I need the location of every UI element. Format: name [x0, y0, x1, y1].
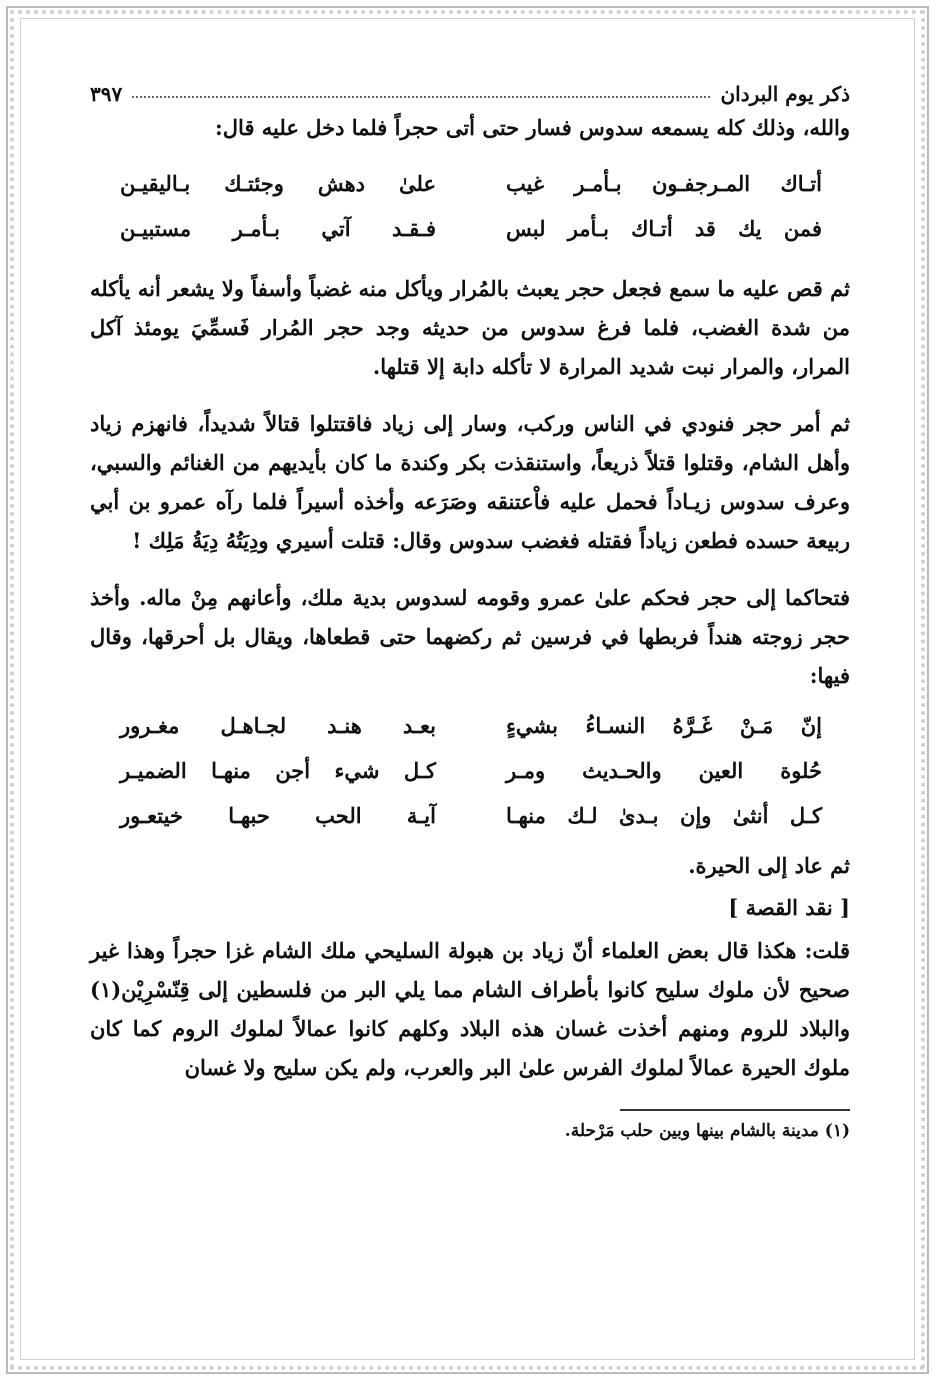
- paragraph-3: فتحاكما إلى حجر فحكم علىٰ عمرو وقومه لسدوس بدية ملك، وأعانهم مِنْ ماله. وأخذ حجر زوجته هنداً فربطها في فرسين ثم ركضهما حتى قطعاها، ويقال بل أحرقها، وقال فيها:: [90, 585, 850, 688]
- poem-2-line-3-first-hemistich: كـل أنثىٰ وإن بـدىٰ لـك منهـا: [506, 803, 822, 828]
- poem-2-line-1-second-hemistich: بعـد هنـد لجـاهـل مغـرور: [120, 713, 436, 738]
- poem-2-line-2-first-hemistich: حُلوة العين والحـديث ومـر: [506, 758, 822, 783]
- poem-2: [90, 703, 850, 838]
- running-header: [90, 70, 850, 106]
- header-leader-dots: [132, 96, 710, 98]
- paragraph-4: قلت: هكذا قال بعض العلماء أنّ زياد بن هبولة السليحي ملك الشام غزا حجراً وهذا غير صحيح لأن ملوك سليح كانوا بأطراف الشام مما يلي البر من فلسطين إلى قِنّسْرِيْن(١) والبلاد للروم ومنهم أخذت غسان هذه البلاد وكلهم كانوا عمالاً لملوك الروم كما كان ملوك الحيرة عمالاً لملوك الفرس علىٰ البر والعرب، ولم يكن سليح ولا غسان: [90, 938, 850, 1080]
- poem-1-line-1-second-hemistich: علىٰ دهش وجئتـك بـاليقيـن: [120, 171, 436, 196]
- poem-1-line-1-first-hemistich: أتـاك المـرجفـون بـأمـر غيب: [506, 171, 822, 196]
- poem-2-line-2-second-hemistich: كـل شيء أجن منهـا الضميـر: [120, 758, 436, 783]
- poem-2-line-3-second-hemistich: آيـة الحب حبهـا خيتعـور: [120, 803, 436, 828]
- book-page: [90, 70, 850, 1145]
- footnote: (١) مدينة بالشام بينها وبين حلب مَرْحلة.: [564, 1121, 850, 1141]
- closing-line: ثم عاد إلى الحيرة.: [688, 853, 850, 878]
- section-title: [ نقد القصة ]: [728, 895, 850, 920]
- paragraph-2: ثم أمر حجر فنودي في الناس وركب، وسار إلى زياد فاقتتلوا قتالاً شديداً، فانهزم زياد وأهل الشام، وقتلوا قتلاً ذريعاً، واستنقذت بكر وكندة ما كان بأيديهم من الغنائم والسبي، وعرف سدوس زيـاداً فحمل عليه فاْعتنقه وصَرَعه وأخذه أسيراً فلما رآه عمرو بن أبي ربيعة حسده فطعن زياداً فقتله فغضب سدوس وقال: قتلت أسيري ودِيَتُهُ دِيَةُ مَلِك !: [90, 411, 850, 553]
- header-title: ذكر يوم البردان: [720, 82, 850, 106]
- footnote-separator: [620, 1109, 850, 1111]
- poem-2-line-1-first-hemistich: إنّ مَـنْ غَـرَّهُ النسـاءُ بشيءٍ: [506, 713, 822, 738]
- poem-1-line-2-first-hemistich: فمن يك قد أتـاك بـأمر لبس: [506, 216, 822, 241]
- poem-1-line-2-second-hemistich: فـقـد آتي بـأمـر مستبيـن: [120, 216, 436, 241]
- poem-1: [90, 161, 850, 251]
- intro-paragraph: والله، وذلك كله يسمعه سدوس فسار حتى أتى حجراً فلما دخل عليه قال:: [215, 115, 850, 140]
- page-number: ٣٩٧: [90, 82, 123, 106]
- paragraph-1: ثم قص عليه ما سمع فجعل حجر يعبث بالمُرار ويأكل منه غضباً وأسفاً ولا يشعر أنه يأكله من شدة الغضب، فلما فرغ سدوس من حديثه وجد حجر المُرار فَسمِّيَ يومئذ آكل المرار، والمرار نبت شديد المرارة لا تأكله دابة إلا قتلها.: [90, 276, 850, 379]
